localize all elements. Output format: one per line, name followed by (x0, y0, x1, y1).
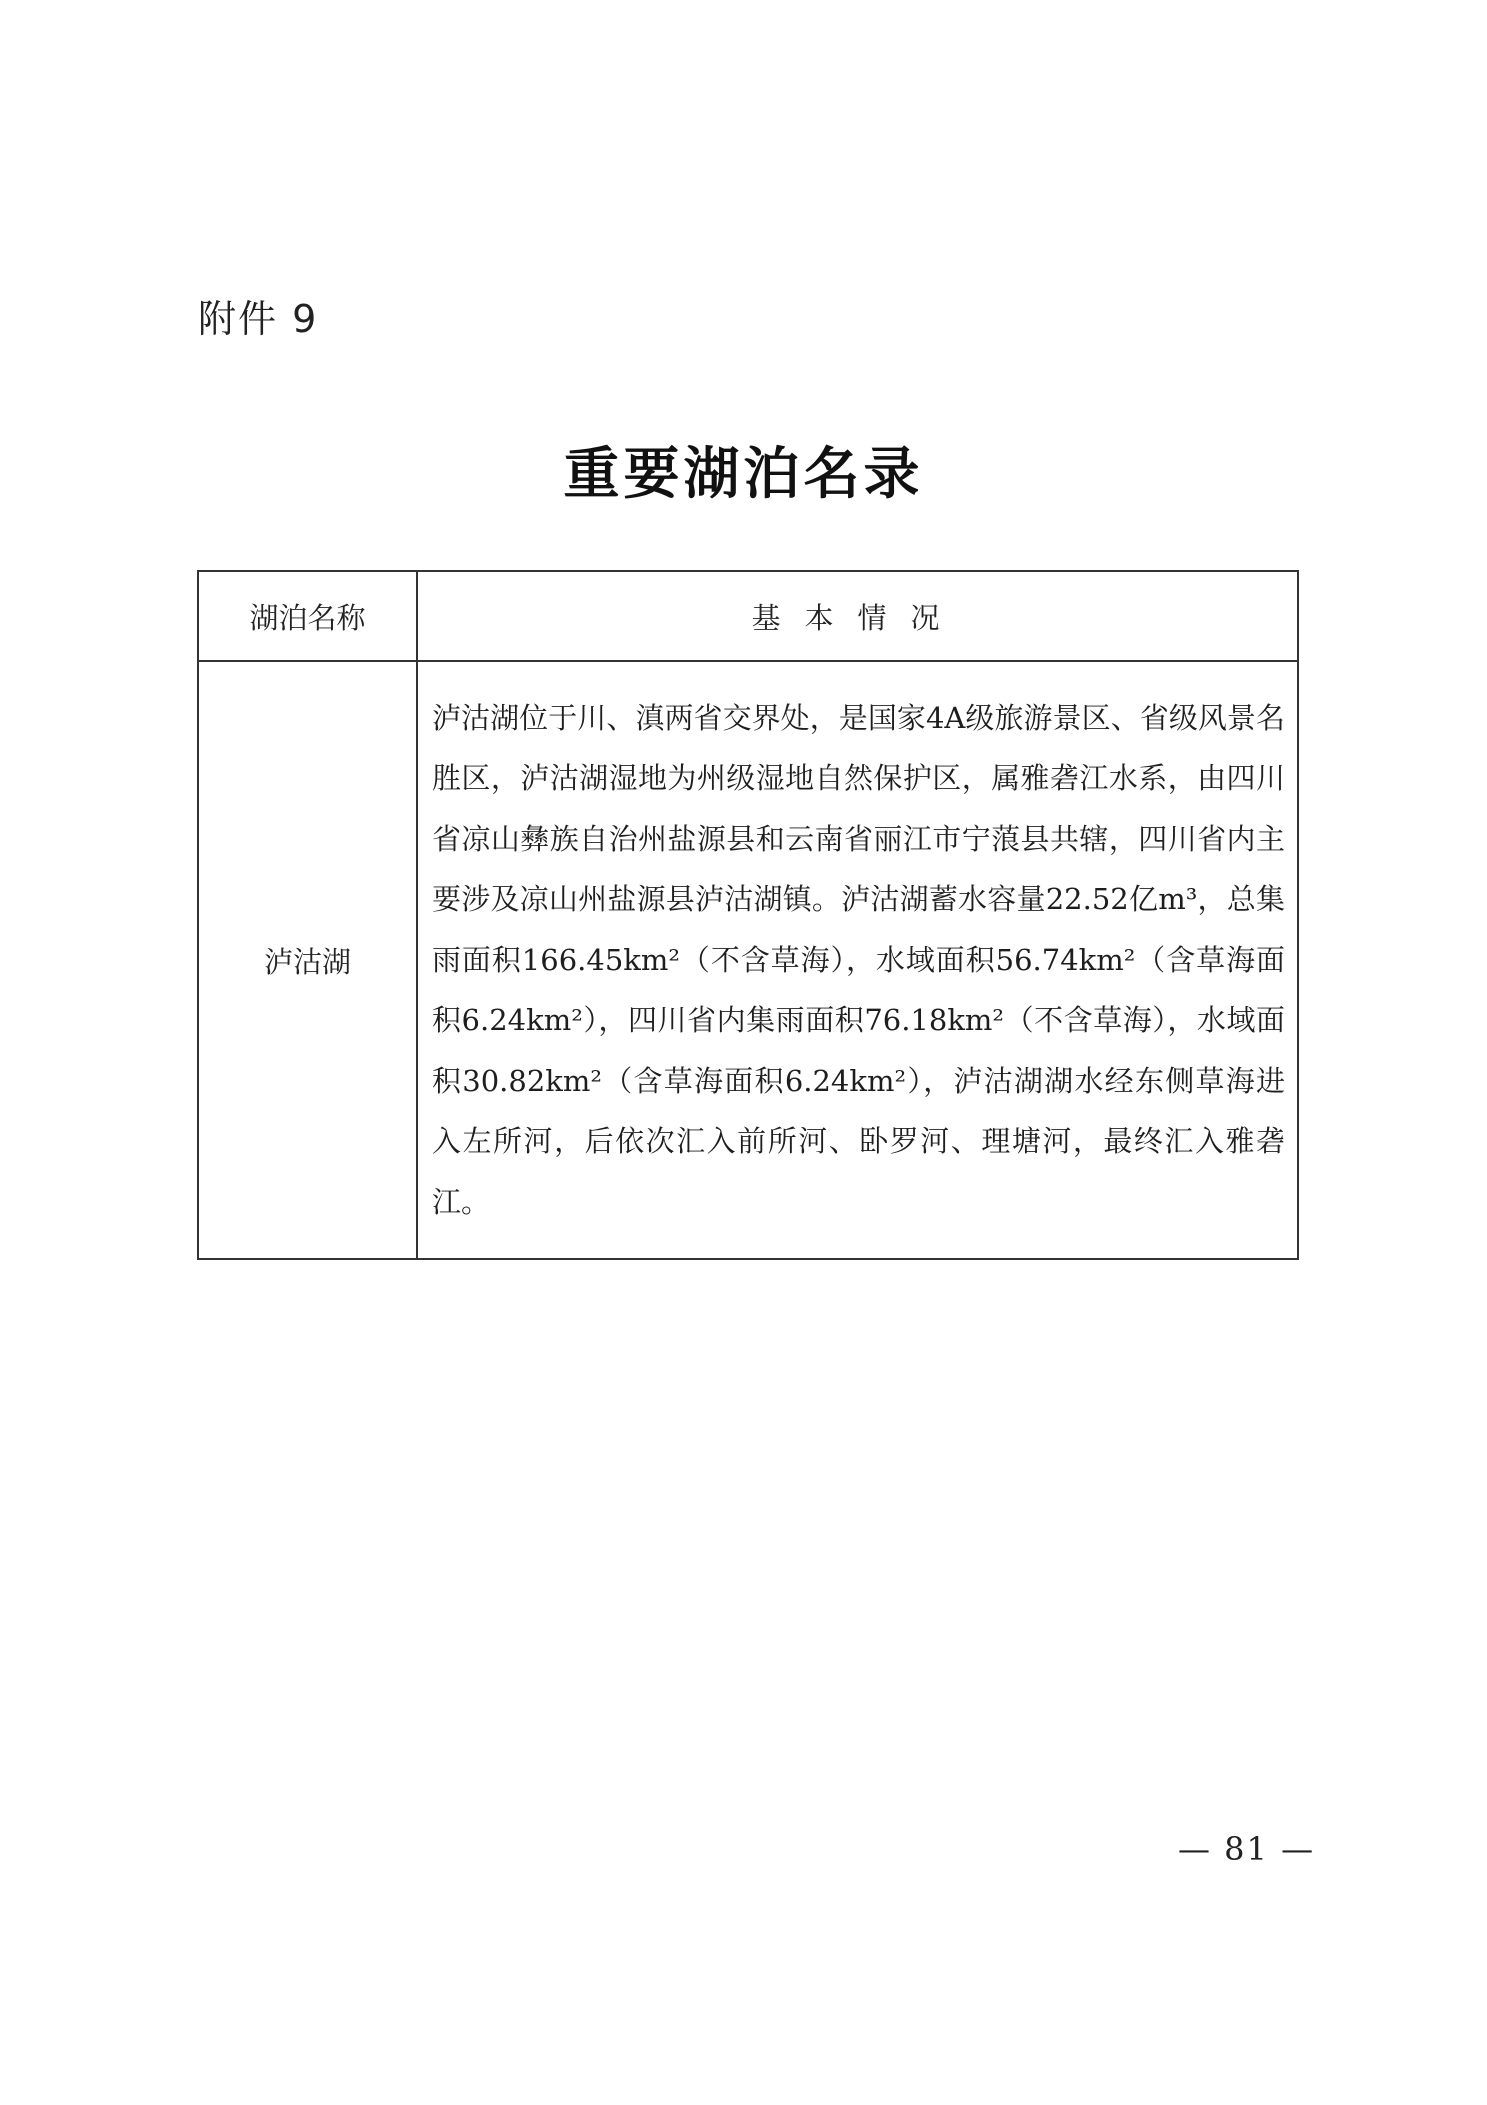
lake-info-cell: 泸沽湖位于川、滇两省交界处，是国家4A级旅游景区、省级风景名胜区，泸沽湖湿地为州级湿地自然保护区，属雅砻江水系，由四川省凉山彝族自治州盐源县和云南省丽江市宁蒗县共辖，四川省内主要涉及凉山州盐源县泸沽湖镇。泸沽湖蓄水容量22.52亿m³，总集雨面积166.45km²（不含草海），水域面积56.74km²（含草海面积6.24km²），四川省内集雨面积76.18km²（不含草海），水域面积30.82km²（含草海面积6.24km²），泸沽湖湖水经东侧草海进入左所河，后依次汇入前所河、卧罗河、理塘河，最终汇入雅砻江。 (417, 661, 1298, 1259)
lake-table (197, 570, 1299, 1260)
table-row (198, 661, 1298, 1259)
page-number: — 81 — (1178, 1830, 1316, 1868)
lake-name-cell: 泸沽湖 (198, 661, 417, 1259)
header-basic-info: 基本情况 (417, 571, 1298, 661)
header-lake-name: 湖泊名称 (198, 571, 417, 661)
document-title: 重要湖泊名录 (563, 441, 924, 507)
attachment-label: 附件 9 (198, 297, 319, 341)
table-header-row (198, 571, 1298, 661)
